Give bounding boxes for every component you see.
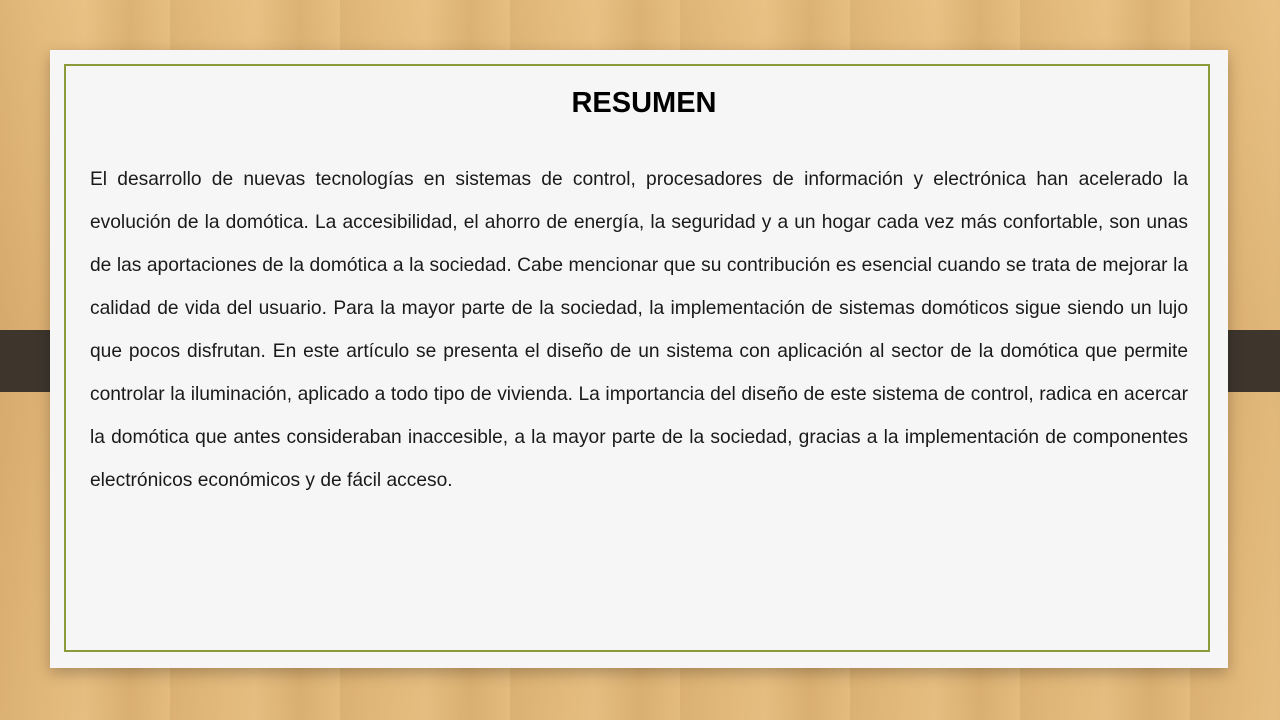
slide-card <box>50 50 1228 668</box>
summary-paragraph: El desarrollo de nuevas tecnologías en sistemas de control, procesadores de información y electrónica han acelerado la evolución de la domótica. La accesibilidad, el ahorro de energía, la seguridad y a un hogar cada vez más confortable, son unas de las aportaciones de la domótica a la sociedad. Cabe mencionar que su contribución es esencial cuando se trata de mejorar la calidad de vida del usuario. Para la mayor parte de la sociedad, la implementación de sistemas domóticos sigue siendo un lujo que pocos disfrutan. En este artículo se presenta el diseño de un sistema con aplicación al sector de la domótica que permite controlar la iluminación, aplicado a todo tipo de vivienda. La importancia del diseño de este sistema de control, radica en acercar la domótica que antes consideraban inaccesible, a la mayor parte de la sociedad, gracias a la implementación de componentes electrónicos económicos y de fácil acceso. <box>90 169 1188 491</box>
slide-title: RESUMEN <box>571 87 717 119</box>
